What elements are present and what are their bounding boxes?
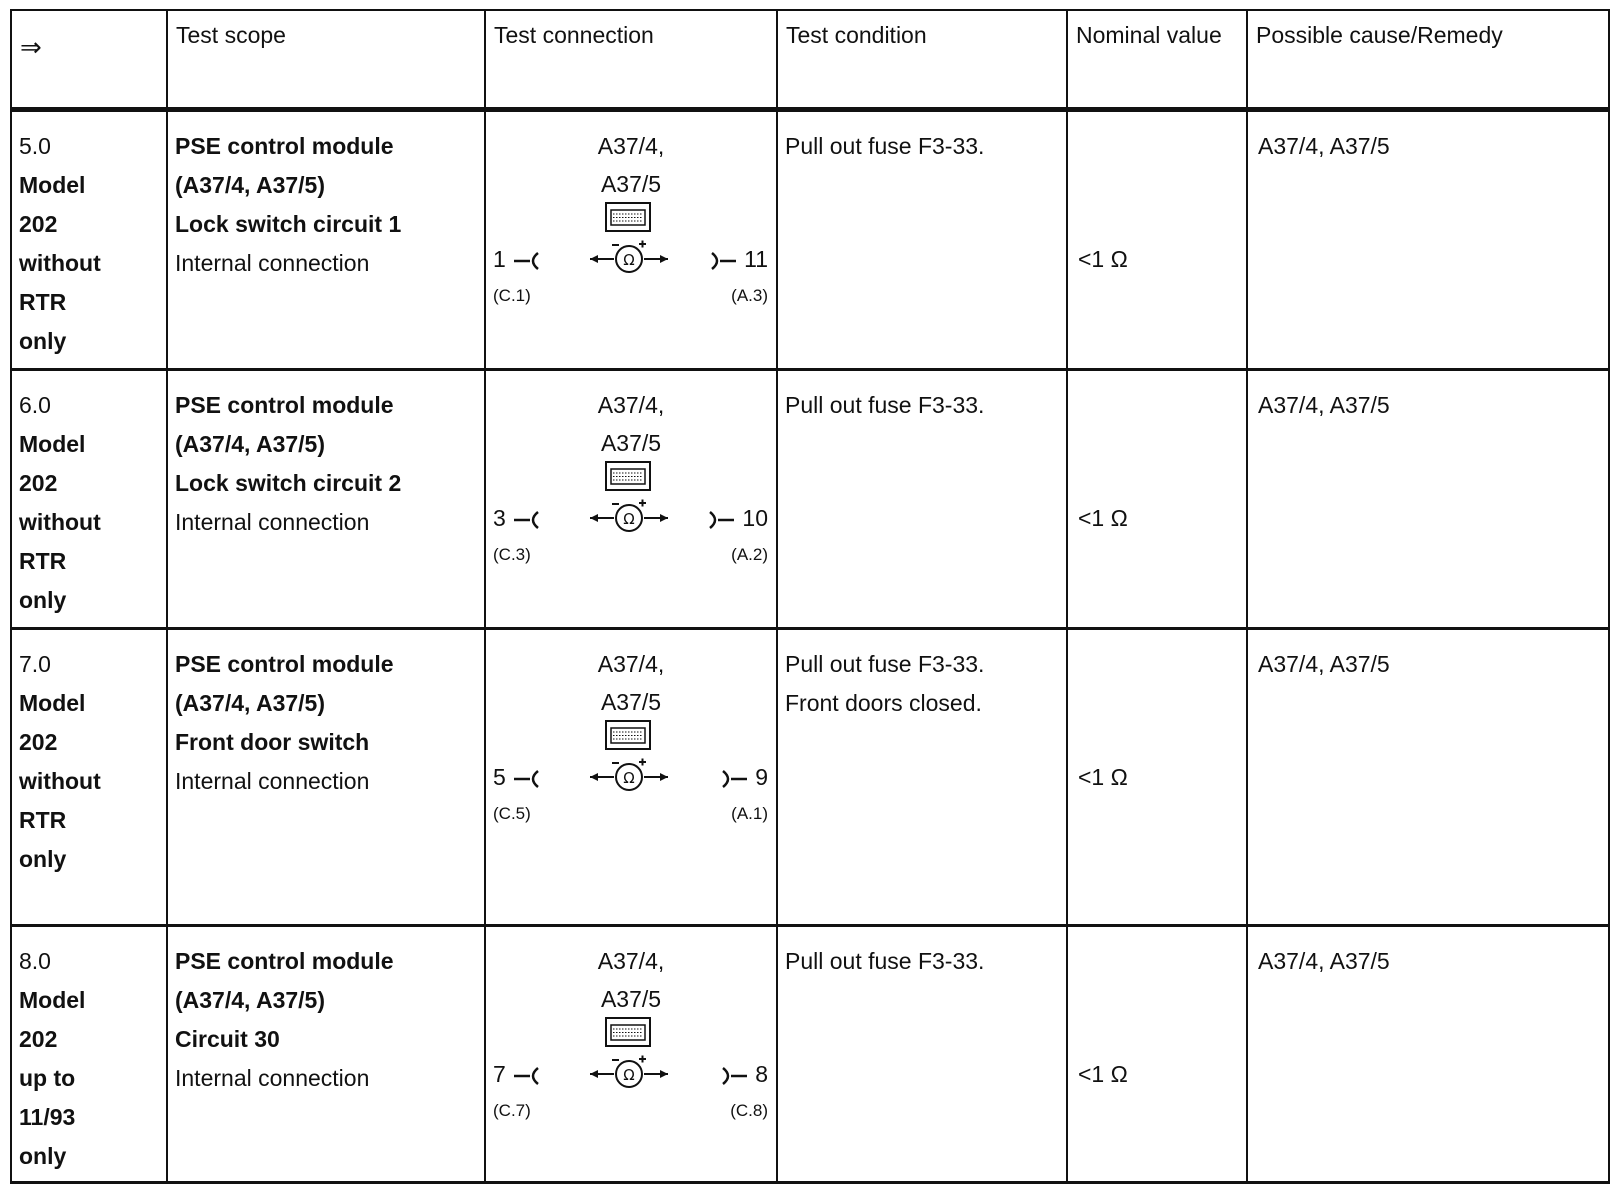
ref-left: (C.7) <box>493 1101 531 1120</box>
model-line: without <box>19 250 101 276</box>
test-condition-cell <box>777 926 1067 1183</box>
table-row <box>11 926 1609 1183</box>
scope-components: (A37/4, A37/5) <box>175 172 325 198</box>
step-number: 5.0 <box>19 133 51 159</box>
unit-label: A37/5 <box>600 171 662 197</box>
socket-plug-icon <box>512 1065 542 1087</box>
socket-plug-icon <box>512 509 542 531</box>
control-module-icon <box>605 1017 651 1047</box>
step-number: 7.0 <box>19 651 51 677</box>
test-connection-cell <box>485 629 777 926</box>
step-cell <box>11 370 167 629</box>
ohmmeter-icon <box>588 1053 670 1093</box>
model-line: only <box>19 846 67 872</box>
model-line: Model <box>19 172 86 198</box>
svg-text:Ω: Ω <box>623 769 635 787</box>
condition-line: Pull out fuse F3-33. <box>785 651 985 677</box>
pin-right <box>719 1055 768 1094</box>
unit-label: A37/5 <box>600 986 662 1012</box>
pin-plug-icon <box>719 1065 749 1087</box>
model-line: 202 <box>19 729 58 755</box>
model-line: RTR <box>19 807 67 833</box>
table-row <box>11 110 1609 370</box>
pin-left <box>493 499 542 538</box>
pin-right-number: 10 <box>742 505 768 531</box>
table-row <box>11 629 1609 926</box>
pin-plug-icon <box>708 250 738 272</box>
ref-right: (A.2) <box>731 545 768 564</box>
ref-right: (A.1) <box>731 804 768 823</box>
cause-remedy-cell <box>1247 110 1609 370</box>
socket-plug-icon <box>512 768 542 790</box>
scope-circuit: Lock switch circuit 2 <box>175 470 402 496</box>
header-row <box>11 10 1609 110</box>
test-table <box>10 9 1610 1184</box>
condition-line: Pull out fuse F3-33. <box>785 948 985 974</box>
cause-remedy-cell <box>1247 370 1609 629</box>
scope-circuit: Lock switch circuit 1 <box>175 211 402 237</box>
unit-label: A37/5 <box>600 430 662 456</box>
model-line: 202 <box>19 211 58 237</box>
scope-title: PSE control module <box>175 651 394 677</box>
scope-note: Internal connection <box>175 768 370 794</box>
scope-note: Internal connection <box>175 1065 370 1091</box>
test-scope-cell <box>167 629 485 926</box>
nominal-value-cell <box>1067 926 1247 1183</box>
ohmmeter-icon <box>588 497 670 537</box>
model-line: without <box>19 768 101 794</box>
pin-right-number: 11 <box>744 246 768 272</box>
scope-note: Internal connection <box>175 250 370 276</box>
test-connection-cell <box>485 370 777 629</box>
pin-left-number: 5 <box>493 764 506 790</box>
condition-line: Pull out fuse F3-33. <box>785 392 985 418</box>
model-line: only <box>19 1143 67 1169</box>
model-line: Model <box>19 987 86 1013</box>
pin-left <box>493 1055 542 1094</box>
svg-text:Ω: Ω <box>623 510 635 528</box>
model-line: Model <box>19 690 86 716</box>
cause-remedy-header: Possible cause/Remedy <box>1247 10 1609 110</box>
condition-line: Front doors closed. <box>785 690 982 716</box>
pin-left-number: 1 <box>493 246 506 272</box>
test-condition-cell <box>777 370 1067 629</box>
step-cell <box>11 110 167 370</box>
nominal-value-cell <box>1067 629 1247 926</box>
remedy-text: A37/4, A37/5 <box>1258 133 1390 159</box>
scope-circuit: Circuit 30 <box>175 1026 280 1052</box>
condition-line: Pull out fuse F3-33. <box>785 133 985 159</box>
model-line: up to <box>19 1065 76 1091</box>
test-scope-cell <box>167 926 485 1183</box>
test-scope-cell <box>167 370 485 629</box>
nominal-value-header: Nominal value <box>1067 10 1247 110</box>
nominal-value: <1 Ω <box>1078 1061 1128 1087</box>
control-module-icon <box>605 202 651 232</box>
pin-right-number: 8 <box>755 1061 768 1087</box>
nominal-value-cell <box>1067 370 1247 629</box>
scope-title: PSE control module <box>175 948 394 974</box>
ohmmeter-icon <box>588 756 670 796</box>
unit-label: A37/5 <box>600 689 662 715</box>
pin-right-number: 9 <box>755 764 768 790</box>
test-condition-cell <box>777 629 1067 926</box>
nominal-value-cell <box>1067 110 1247 370</box>
pin-right <box>706 499 768 538</box>
unit-label: A37/4, <box>597 133 665 159</box>
pin-plug-icon <box>706 509 736 531</box>
model-line: RTR <box>19 548 67 574</box>
nominal-value: <1 Ω <box>1078 246 1128 272</box>
pin-left <box>493 758 542 797</box>
model-line: 11/93 <box>19 1104 76 1130</box>
step-column-header: ⇒ <box>11 10 167 110</box>
svg-text:Ω: Ω <box>623 1066 635 1084</box>
test-condition-header: Test condition <box>777 10 1067 110</box>
test-scope-header: Test scope <box>167 10 485 110</box>
remedy-text: A37/4, A37/5 <box>1258 651 1390 677</box>
nominal-value: <1 Ω <box>1078 505 1128 531</box>
model-line: only <box>19 587 67 613</box>
pin-left-number: 3 <box>493 505 506 531</box>
scope-note: Internal connection <box>175 509 370 535</box>
test-condition-cell <box>777 110 1067 370</box>
scope-components: (A37/4, A37/5) <box>175 987 325 1013</box>
model-line: only <box>19 328 67 354</box>
step-cell <box>11 629 167 926</box>
model-line: without <box>19 509 101 535</box>
cause-remedy-cell <box>1247 926 1609 1183</box>
test-scope-cell <box>167 110 485 370</box>
control-module-icon <box>605 461 651 491</box>
pin-left <box>493 240 542 279</box>
pin-right <box>708 240 768 279</box>
scope-components: (A37/4, A37/5) <box>175 431 325 457</box>
test-sheet <box>10 9 1608 1169</box>
pin-plug-icon <box>719 768 749 790</box>
model-line: RTR <box>19 289 67 315</box>
scope-circuit: Front door switch <box>175 729 370 755</box>
table-row <box>11 370 1609 629</box>
scope-components: (A37/4, A37/5) <box>175 690 325 716</box>
test-connection-cell <box>485 926 777 1183</box>
ref-right: (A.3) <box>731 286 768 305</box>
svg-text:Ω: Ω <box>623 251 635 269</box>
scope-title: PSE control module <box>175 392 394 418</box>
ref-left: (C.1) <box>493 286 531 305</box>
cause-remedy-cell <box>1247 629 1609 926</box>
remedy-text: A37/4, A37/5 <box>1258 392 1390 418</box>
step-number: 6.0 <box>19 392 51 418</box>
step-number: 8.0 <box>19 948 51 974</box>
scope-title: PSE control module <box>175 133 394 159</box>
nominal-value: <1 Ω <box>1078 764 1128 790</box>
model-line: Model <box>19 431 86 457</box>
unit-label: A37/4, <box>597 392 665 418</box>
step-cell <box>11 926 167 1183</box>
model-line: 202 <box>19 1026 58 1052</box>
ref-right: (C.8) <box>730 1101 768 1120</box>
pin-left-number: 7 <box>493 1061 506 1087</box>
model-line: 202 <box>19 470 58 496</box>
unit-label: A37/4, <box>597 651 665 677</box>
socket-plug-icon <box>512 250 542 272</box>
test-connection-header: Test connection <box>485 10 777 110</box>
ref-left: (C.3) <box>493 545 531 564</box>
remedy-text: A37/4, A37/5 <box>1258 948 1390 974</box>
test-connection-cell <box>485 110 777 370</box>
unit-label: A37/4, <box>597 948 665 974</box>
ref-left: (C.5) <box>493 804 531 823</box>
ohmmeter-icon <box>588 238 670 278</box>
control-module-icon <box>605 720 651 750</box>
pin-right <box>719 758 768 797</box>
